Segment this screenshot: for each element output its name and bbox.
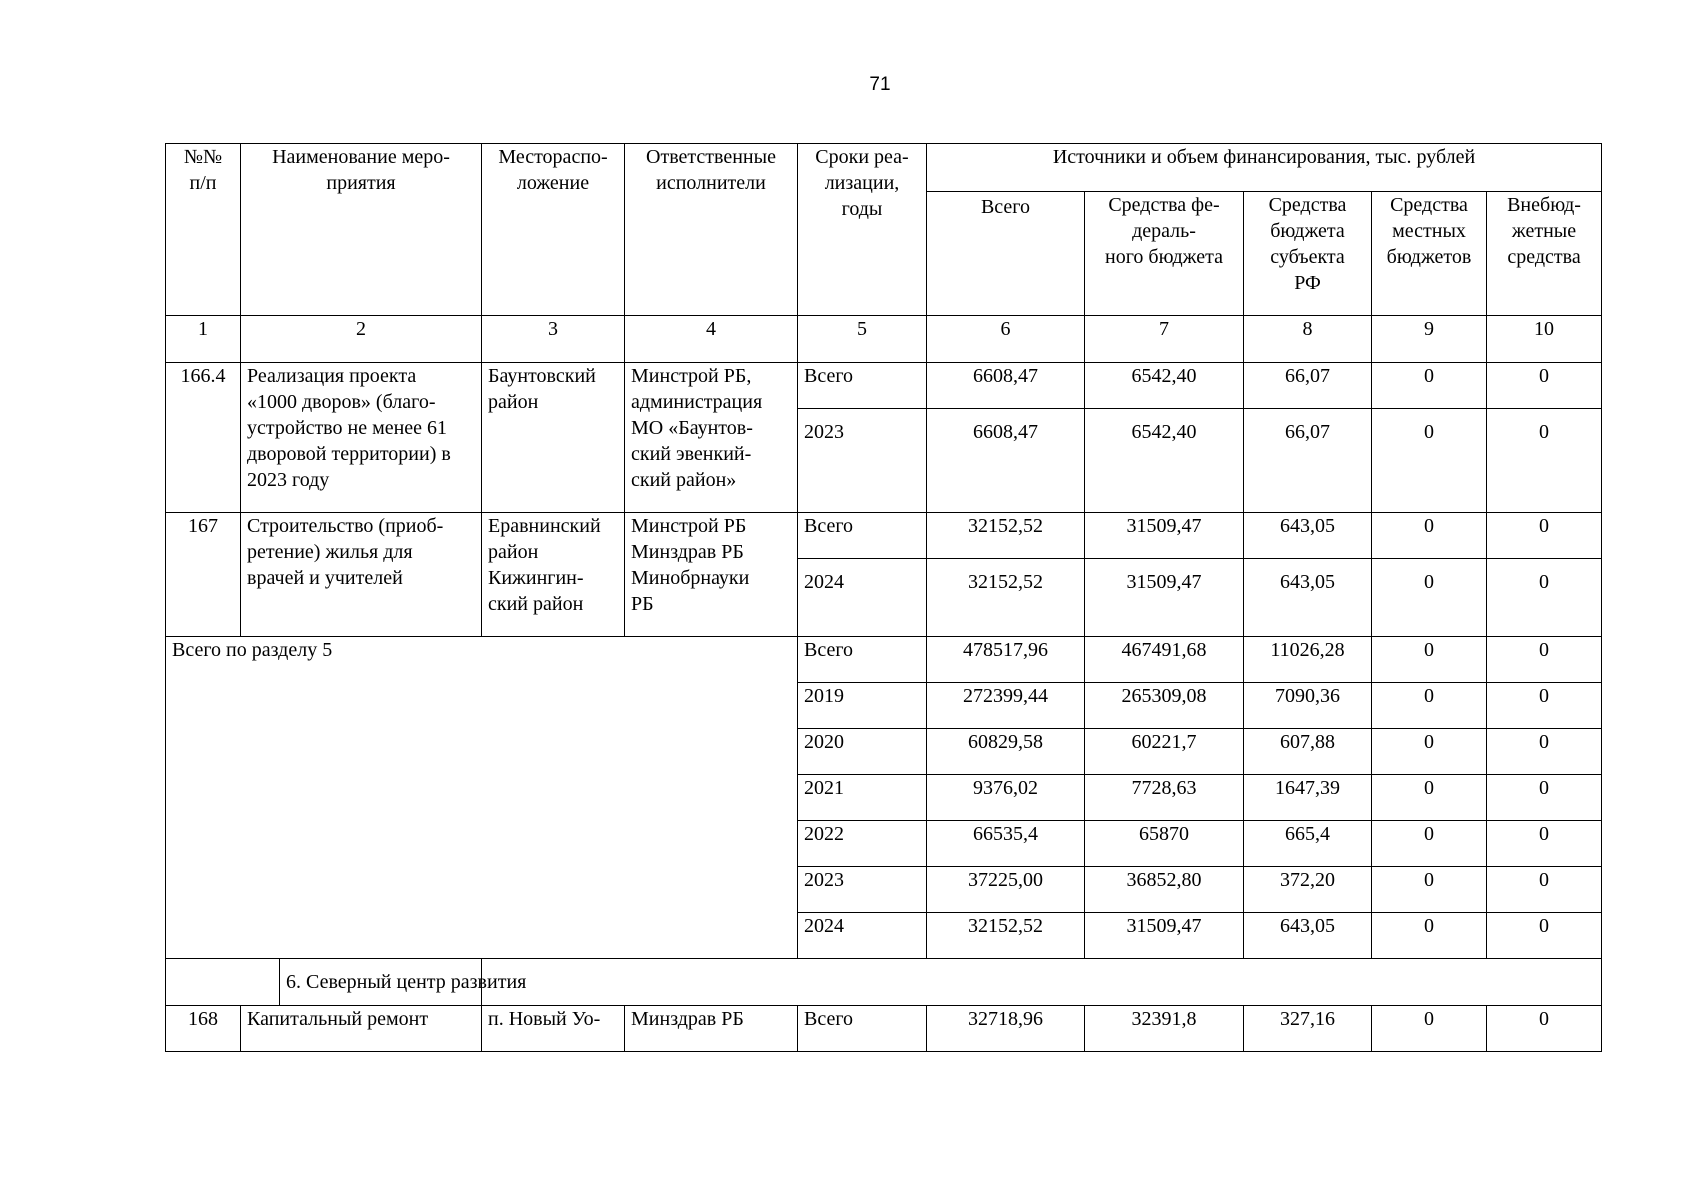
col-number: 9 bbox=[1372, 316, 1487, 363]
total-cell: 6608,47 bbox=[927, 363, 1085, 409]
period-cell: 2022 bbox=[798, 821, 927, 867]
local-cell: 0 bbox=[1372, 637, 1487, 683]
extra-cell: 0 bbox=[1487, 1006, 1602, 1052]
total-cell: 272399,44 bbox=[927, 683, 1085, 729]
subject-cell: 372,20 bbox=[1244, 867, 1372, 913]
col-number: 7 bbox=[1085, 316, 1244, 363]
table-row bbox=[166, 513, 1602, 559]
federal-cell: 31509,47 bbox=[1085, 913, 1244, 959]
header-col-executors: Ответственные исполнители bbox=[625, 144, 798, 316]
extra-cell: 0 bbox=[1487, 637, 1602, 683]
row-number: 167 bbox=[166, 513, 241, 637]
period-cell: 2023 bbox=[798, 867, 927, 913]
total-cell: 66535,4 bbox=[927, 821, 1085, 867]
local-cell: 0 bbox=[1372, 409, 1487, 513]
col-number: 5 bbox=[798, 316, 927, 363]
section-heading bbox=[482, 959, 1602, 1006]
local-cell: 0 bbox=[1372, 559, 1487, 637]
executors: Минстрой РБ, администрация МО «Баунтов- ский эвенкий- ский район» bbox=[625, 363, 798, 513]
period-cell: Всего bbox=[798, 363, 927, 409]
extra-cell: 0 bbox=[1487, 513, 1602, 559]
header-col-name: Наименование меро- приятия bbox=[241, 144, 482, 316]
subject-cell: 643,05 bbox=[1244, 513, 1372, 559]
federal-cell: 6542,40 bbox=[1085, 409, 1244, 513]
period-cell: Всего bbox=[798, 637, 927, 683]
total-cell: 9376,02 bbox=[927, 775, 1085, 821]
local-cell: 0 bbox=[1372, 775, 1487, 821]
federal-cell: 36852,80 bbox=[1085, 867, 1244, 913]
period-cell: 2024 bbox=[798, 559, 927, 637]
location: Еравнинский район Кижингин- ский район bbox=[482, 513, 625, 637]
col-number: 3 bbox=[482, 316, 625, 363]
subject-cell: 11026,28 bbox=[1244, 637, 1372, 683]
total-cell: 32718,96 bbox=[927, 1006, 1085, 1052]
period-cell: 2020 bbox=[798, 729, 927, 775]
section-title: 6. Северный центр развития bbox=[286, 970, 527, 993]
federal-cell: 32391,8 bbox=[1085, 1006, 1244, 1052]
extra-cell: 0 bbox=[1487, 775, 1602, 821]
subject-cell: 643,05 bbox=[1244, 913, 1372, 959]
federal-cell: 60221,7 bbox=[1085, 729, 1244, 775]
header-row-1 bbox=[166, 144, 1602, 192]
header-col-local: Средства местных бюджетов bbox=[1372, 192, 1487, 316]
col-number: 6 bbox=[927, 316, 1085, 363]
total-cell: 60829,58 bbox=[927, 729, 1085, 775]
col-number: 2 bbox=[241, 316, 482, 363]
local-cell: 0 bbox=[1372, 821, 1487, 867]
period-cell: 2024 bbox=[798, 913, 927, 959]
header-col-location: Местораспо- ложение bbox=[482, 144, 625, 316]
extra-cell: 0 bbox=[1487, 683, 1602, 729]
local-cell: 0 bbox=[1372, 913, 1487, 959]
local-cell: 0 bbox=[1372, 1006, 1487, 1052]
page-number: 71 bbox=[869, 74, 891, 95]
col-number: 4 bbox=[625, 316, 798, 363]
total-cell: 37225,00 bbox=[927, 867, 1085, 913]
federal-cell: 7728,63 bbox=[1085, 775, 1244, 821]
row-number: 166.4 bbox=[166, 363, 241, 513]
executors: Минздрав РБ bbox=[625, 1006, 798, 1052]
period-cell: 2023 bbox=[798, 409, 927, 513]
subject-cell: 327,16 bbox=[1244, 1006, 1372, 1052]
subject-cell: 7090,36 bbox=[1244, 683, 1372, 729]
period-cell: 2021 bbox=[798, 775, 927, 821]
subject-cell: 643,05 bbox=[1244, 559, 1372, 637]
activity-name: Капитальный ремонт bbox=[241, 1006, 482, 1052]
column-number-row bbox=[166, 316, 1602, 363]
section-total-row bbox=[166, 637, 1602, 683]
subject-cell: 665,4 bbox=[1244, 821, 1372, 867]
total-cell: 478517,96 bbox=[927, 637, 1085, 683]
executors: Минстрой РБ Минздрав РБ Минобрнауки РБ bbox=[625, 513, 798, 637]
extra-cell: 0 bbox=[1487, 821, 1602, 867]
section-total-label: Всего по разделу 5 bbox=[166, 637, 798, 959]
subject-cell: 607,88 bbox=[1244, 729, 1372, 775]
activity-name: Реализация проекта «1000 дворов» (благо- устройство не менее 61 дворовой территории) в 2023 году bbox=[241, 363, 482, 513]
activity-name: Строительство (приоб- ретение) жилья для врачей и учителей bbox=[241, 513, 482, 637]
extra-cell: 0 bbox=[1487, 559, 1602, 637]
funding-table bbox=[165, 143, 1602, 1052]
total-cell: 32152,52 bbox=[927, 559, 1085, 637]
total-cell: 32152,52 bbox=[927, 513, 1085, 559]
col-number: 10 bbox=[1487, 316, 1602, 363]
header-col-period: Сроки реа- лизации, годы bbox=[798, 144, 927, 316]
table-row bbox=[166, 363, 1602, 409]
federal-cell: 6542,40 bbox=[1085, 363, 1244, 409]
header-funding-group: Источники и объем финансирования, тыс. рублей bbox=[927, 144, 1602, 192]
period-cell: Всего bbox=[798, 513, 927, 559]
local-cell: 0 bbox=[1372, 729, 1487, 775]
extra-cell: 0 bbox=[1487, 363, 1602, 409]
subject-cell: 66,07 bbox=[1244, 409, 1372, 513]
col-number: 1 bbox=[166, 316, 241, 363]
period-cell: Всего bbox=[798, 1006, 927, 1052]
subject-cell: 1647,39 bbox=[1244, 775, 1372, 821]
federal-cell: 31509,47 bbox=[1085, 559, 1244, 637]
federal-cell: 65870 bbox=[1085, 821, 1244, 867]
col-number: 8 bbox=[1244, 316, 1372, 363]
header-col-total: Всего bbox=[927, 192, 1085, 316]
local-cell: 0 bbox=[1372, 683, 1487, 729]
extra-cell: 0 bbox=[1487, 913, 1602, 959]
subject-cell: 66,07 bbox=[1244, 363, 1372, 409]
extra-cell: 0 bbox=[1487, 409, 1602, 513]
header-col-num: №№ п/п bbox=[166, 144, 241, 316]
federal-cell: 265309,08 bbox=[1085, 683, 1244, 729]
header-col-extra: Внебюд- жетные средства bbox=[1487, 192, 1602, 316]
location: п. Новый Уо- bbox=[482, 1006, 625, 1052]
local-cell: 0 bbox=[1372, 867, 1487, 913]
location: Баунтовский район bbox=[482, 363, 625, 513]
extra-cell: 0 bbox=[1487, 729, 1602, 775]
row-number: 168 bbox=[166, 1006, 241, 1052]
local-cell: 0 bbox=[1372, 513, 1487, 559]
federal-cell: 31509,47 bbox=[1085, 513, 1244, 559]
federal-cell: 467491,68 bbox=[1085, 637, 1244, 683]
header-col-subject: Средства бюджета субъекта РФ bbox=[1244, 192, 1372, 316]
total-cell: 32152,52 bbox=[927, 913, 1085, 959]
extra-cell: 0 bbox=[1487, 867, 1602, 913]
period-cell: 2019 bbox=[798, 683, 927, 729]
header-col-federal: Средства фе- дераль- ного бюджета bbox=[1085, 192, 1244, 316]
local-cell: 0 bbox=[1372, 363, 1487, 409]
total-cell: 6608,47 bbox=[927, 409, 1085, 513]
table-row bbox=[166, 1006, 1602, 1052]
